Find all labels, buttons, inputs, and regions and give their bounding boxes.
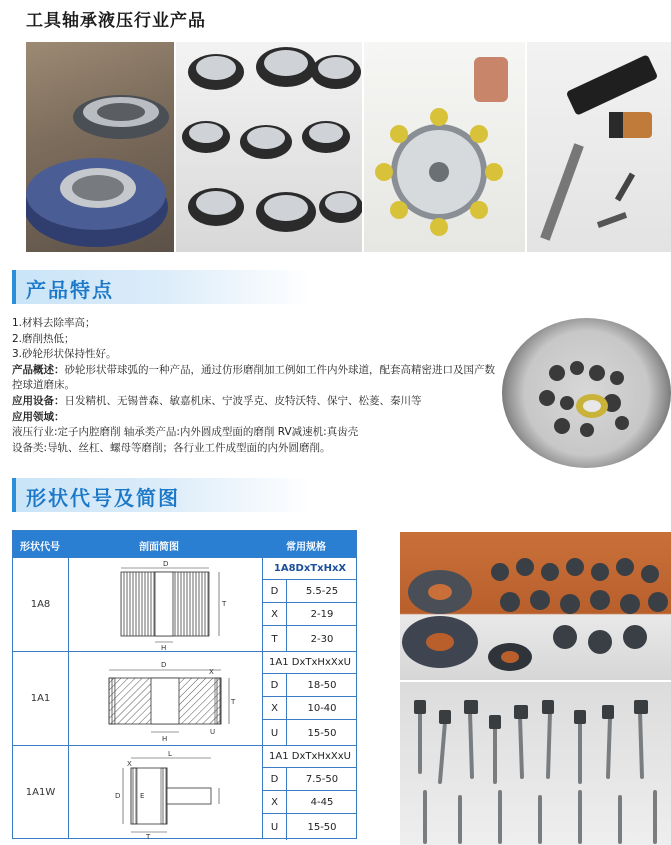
- spec-key: D: [263, 580, 287, 602]
- equipment-paragraph: [12, 394, 502, 410]
- overview-label: 产品概述：: [12, 363, 65, 376]
- spec-key: U: [263, 814, 287, 840]
- spec-value: 18-50: [307, 679, 337, 691]
- dim-label-d: D: [161, 661, 167, 669]
- field-line-2: 设备类:导轨、丝杠、螺母等磨削；各行业工件成型面的内外圆磨削。: [12, 441, 331, 454]
- feature-line-3: 3.砂轮形状保持性好。: [12, 348, 117, 361]
- spec-key: X: [263, 791, 287, 813]
- spec-row: [263, 603, 357, 626]
- dim-label-h: H: [162, 735, 168, 743]
- dim-label-t: T: [231, 698, 236, 706]
- overview-paragraph: [12, 363, 502, 394]
- shapes-heading: 形状代号及简图: [26, 486, 180, 510]
- table-header: [13, 531, 356, 557]
- diamond-wheels-photo: [176, 42, 362, 252]
- grinding-wheel-photo: [26, 42, 174, 252]
- table-row-1a8: [13, 557, 356, 651]
- spec-title: 1A1 DxTxHxXxU: [263, 652, 357, 674]
- feature-line-2: 2.磨削热低；: [12, 332, 75, 345]
- field-line-1: 液压行业:定子内腔磨削 轴承类产品:内外圆成型面的磨削 RV减速机:真齿壳: [12, 426, 359, 439]
- spec-value: 5.5-25: [305, 585, 339, 597]
- features-heading: 产品特点: [26, 278, 114, 302]
- spec-title: 1A1 DxTxHxXxU: [263, 746, 357, 768]
- spec-row: [263, 626, 357, 652]
- header-shape-code: 形状代号: [20, 542, 60, 553]
- wheel-assembly-photo: [364, 42, 525, 252]
- spec-row: [263, 674, 357, 697]
- fields-label: 应用领域：: [12, 410, 65, 423]
- equipment-text: 日发精机、无锡普森、敏嘉机床、宁波孚克、皮特沃特、保宁、松菱、秦川等: [64, 394, 422, 407]
- spec-value: 4-45: [310, 796, 334, 808]
- page-title: 工具轴承液压行业产品: [26, 11, 206, 31]
- spec-row: [263, 791, 357, 814]
- spec-key: T: [263, 626, 287, 652]
- dim-label-x: X: [127, 760, 132, 768]
- shapes-banner: [12, 478, 312, 512]
- banner-accent-bar: [12, 270, 16, 304]
- spec-key: U: [263, 720, 287, 746]
- section-drawing-1a8: [69, 558, 263, 651]
- features-text: [12, 316, 502, 456]
- header-section-drawing: 剖面简图: [139, 542, 179, 553]
- shape-code: 1A1: [13, 652, 69, 745]
- section-drawing-1a1: [69, 652, 263, 745]
- spec-value: 10-40: [307, 702, 337, 714]
- section-drawing-1a1w: [69, 746, 263, 839]
- spec-row: [263, 580, 357, 603]
- spec-row: [263, 768, 357, 791]
- equipment-label: 应用设备：: [12, 394, 65, 407]
- dim-label-u: U: [210, 728, 216, 736]
- spec-title: 1A8DxTxHxX: [263, 558, 357, 580]
- dim-label-t: T: [146, 833, 151, 840]
- spec-value: 15-50: [307, 727, 337, 739]
- spec-value: 2-30: [310, 633, 334, 645]
- spec-row: [263, 697, 357, 720]
- header-common-spec: 常用规格: [286, 542, 326, 553]
- mounted-tools-photo: [400, 682, 671, 845]
- feature-line-1: 1.材料去除率高；: [12, 317, 96, 329]
- dim-label-l: L: [168, 750, 172, 758]
- cbn-wheels-photo: [400, 532, 671, 680]
- products-tray-photo: [502, 318, 671, 468]
- spec-row: [263, 720, 357, 746]
- shape-code: 1A1W: [13, 746, 69, 839]
- spec-value: 2-19: [310, 608, 334, 620]
- spec-key: D: [263, 768, 287, 790]
- features-banner: [12, 270, 312, 304]
- dim-label-x: X: [209, 668, 214, 676]
- spec-key: X: [263, 697, 287, 719]
- dim-label-h: H: [161, 644, 167, 652]
- spec-value: 15-50: [307, 821, 337, 833]
- banner-accent-bar: [12, 478, 16, 512]
- table-row-1a1: [13, 651, 356, 745]
- dim-label-e: E: [140, 792, 145, 800]
- spec-value: 7.5-50: [305, 773, 339, 785]
- spec-key: D: [263, 674, 287, 696]
- spec-row: [263, 814, 357, 840]
- shape-table: [12, 530, 357, 839]
- shape-code: 1A8: [13, 558, 69, 651]
- dim-label-d: D: [115, 792, 121, 800]
- table-row-1a1w: [13, 745, 356, 839]
- dim-label-d: D: [163, 560, 169, 568]
- mounted-points-photo: [527, 42, 671, 252]
- spec-key: X: [263, 603, 287, 625]
- dim-label-t: T: [222, 600, 227, 608]
- overview-text: 砂轮形状带球弧的一种产品，通过仿形磨削加工例如工件内外球道，配套高精密进口及国产数控球道磨床。: [12, 363, 495, 392]
